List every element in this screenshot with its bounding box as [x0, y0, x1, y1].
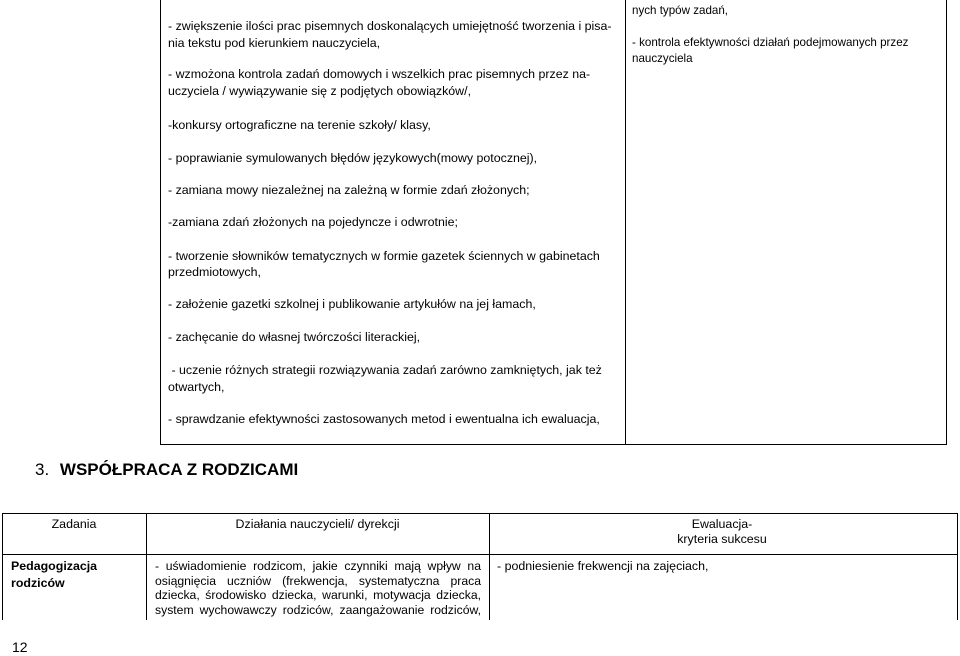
page-number: 12: [12, 639, 28, 655]
activity-line: nia tekstu pod kierunkiem nauczyciela,: [168, 36, 381, 50]
action-cell: [155, 559, 481, 617]
activity-line: - uczenie różnych strategii rozwiązywania zadań zarówno zamkniętych, jak też: [168, 363, 602, 377]
activity-line: - zamiana mowy niezależnej na zależną w formie zdań złożonych;: [168, 183, 530, 197]
activity-line: - wzmożona kontrola zadań domowych i wszelkich prac pisemnych przez na-: [168, 67, 591, 81]
lower-table-right-border: [957, 513, 958, 620]
task-name-line1: Pedagogizacja: [11, 559, 98, 573]
evaluation-line: - kontrola efektywności działań podejmowanych przez: [632, 36, 909, 49]
section-number: 3.: [35, 460, 50, 479]
upper-table-middle-border: [625, 0, 626, 445]
header-evaluation-line1: Ewaluacja-: [691, 517, 753, 531]
action-line: osiągnięcia uczniów (frekwencja, systematyczna praca: [155, 573, 481, 588]
header-tasks: Zadania: [51, 517, 97, 531]
upper-table-left-border: [160, 0, 161, 445]
header-actions: Działania nauczycieli/ dyrekcji: [235, 517, 400, 531]
activity-line: uczyciela / wywiązywanie się z podjętych obowiązków/,: [168, 84, 472, 98]
upper-table-bottom-border: [160, 444, 947, 445]
activity-line: - zwiększenie ilości prac pisemnych doskonalących umiejętność tworzenia i pisa-: [168, 19, 612, 33]
activity-line: - zachęcanie do własnej twórczości literackiej,: [168, 330, 421, 344]
activity-line: - tworzenie słowników tematycznych w formie gazetek ściennych w gabinetach: [168, 249, 600, 263]
action-line: - uświadomienie rodzicom, jakie czynniki mają wpływ na: [155, 559, 481, 573]
action-line: system wychowawczy rodziców, zaangażowanie rodziców,: [155, 602, 481, 617]
activity-line: -konkursy ortograficzne na terenie szkoły/ klasy,: [168, 118, 431, 132]
header-evaluation-line2: kryteria sukcesu: [677, 532, 767, 546]
activity-line: otwartych,: [168, 380, 225, 394]
lower-table-border-2: [489, 513, 490, 620]
activity-line: - poprawianie symulowanych błędów językowych(mowy potocznej),: [168, 151, 538, 165]
task-name-line2: rodziców: [11, 576, 65, 590]
activity-line: - założenie gazetki szkolnej i publikowanie artykułów na jej łamach,: [168, 297, 536, 311]
upper-table-right-border: [946, 0, 947, 445]
activity-line: -zamiana zdań złożonych na pojedyncze i odwrotnie;: [168, 215, 458, 229]
evaluation-line: nauczyciela: [632, 52, 693, 65]
section-heading: [35, 460, 298, 480]
evaluation-criterion: - podniesienie frekwencji na zajęciach,: [497, 559, 709, 573]
action-line: dziecka, środowisko dziecka, warunki, motywacja dziecka,: [155, 588, 481, 602]
activity-line: - sprawdzanie efektywności zastosowanych metod i ewentualna ich ewaluacja,: [168, 412, 600, 426]
evaluation-line: nych typów zadań,: [632, 4, 729, 17]
section-title: WSPÓŁPRACA Z RODZICAMI: [59, 460, 299, 479]
activity-line: przedmiotowych,: [168, 265, 261, 279]
